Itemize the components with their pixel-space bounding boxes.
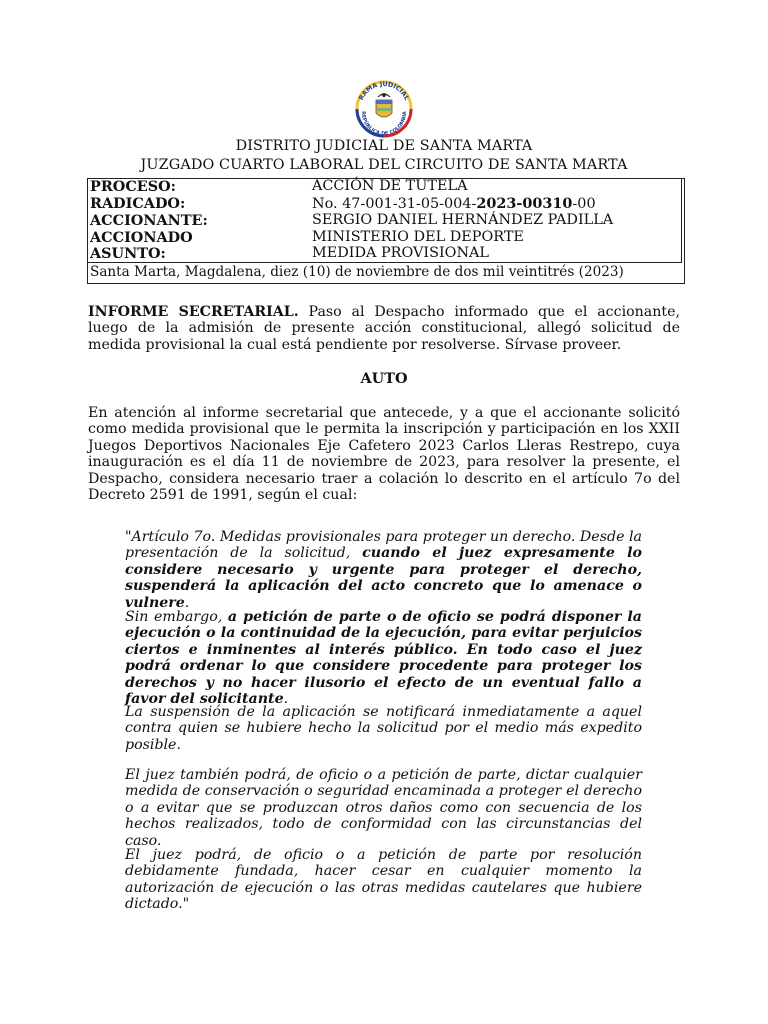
- radicado-suffix: -00: [572, 196, 596, 212]
- district-title: DISTRITO JUDICIAL DE SANTA MARTA: [235, 138, 533, 154]
- svg-text:REPÚBLICA DE COLOMBIA: REPÚBLICA DE COLOMBIA: [359, 111, 409, 138]
- quote-2-plain: Sin embargo,: [125, 609, 228, 625]
- case-key: ACCIONANTE:: [90, 212, 208, 229]
- case-key: PROCESO:: [90, 178, 176, 195]
- case-key: ASUNTO:: [90, 245, 166, 262]
- svg-text:RAMA JUDICIAL: RAMA JUDICIAL: [357, 80, 411, 102]
- quote-paragraph-5: El juez podrá, de oficio o a petición de parte por resolución debidamente fundada, hacer cesar en cualquier momento la autorización de ejecución o las otras medidas cautelares que hubiere dictado.": [125, 847, 642, 913]
- case-value: [312, 195, 596, 212]
- rama-judicial-seal-icon: [349, 80, 419, 138]
- court-title: JUZGADO CUARTO LABORAL DEL CIRCUITO DE SANTA MARTA: [140, 157, 628, 173]
- case-key: RADICADO:: [90, 195, 186, 212]
- case-value: SERGIO DANIEL HERNÁNDEZ PADILLA: [312, 212, 614, 228]
- quote-paragraph-1: [125, 529, 642, 611]
- quote-paragraph-3: La suspensión de la aplicación se notificará inmediatamente a aquel contra quien se hubiere hecho la solicitud por el medio más expedito posible.: [125, 704, 642, 753]
- radicado-number: 2023-00310: [476, 195, 573, 212]
- case-value: MEDIDA PROVISIONAL: [312, 245, 489, 261]
- quote-paragraph-2: [125, 609, 642, 707]
- quote-paragraph-4: El juez también podrá, de oficio o a petición de parte, dictar cualquier medida de conservación o seguridad encaminada a proteger el derecho o a evitar que se produzcan otros daños como con secuencia de los hechos realizados, todo de conformidad con las circunstancias del caso.: [125, 767, 642, 849]
- main-paragraph: En atención al informe secretarial que antecede, y a que el accionante solicitó como medida provisional que le permita la inscripción y participación en los XXII Juegos Deportivos Nacionales Eje Cafetero 2023 Carlos Lleras Restrepo, cuya inauguración es el día 11 de noviembre de 2023, para resolver la presente, el Despacho, considera necesario traer a colación lo descrito en el artículo 7o del Decreto 2591 de 1991, según el cual:: [88, 405, 680, 504]
- auto-heading: AUTO: [360, 370, 408, 387]
- quote-1-plain: "Artículo 7o. Medidas provisionales para proteger un derecho. Desde la presentación de la solicitud,: [125, 529, 642, 562]
- case-key: ACCIONADO: [90, 229, 193, 246]
- case-info-table: [87, 178, 685, 284]
- informe-lead: INFORME SECRETARIAL.: [88, 304, 299, 320]
- document-date: Santa Marta, Magdalena, diez (10) de noviembre de dos mil veintitrés (2023): [90, 264, 624, 280]
- quote-2-end: .: [283, 691, 289, 708]
- case-value: ACCIÓN DE TUTELA: [312, 178, 468, 194]
- case-value: MINISTERIO DEL DEPORTE: [312, 229, 524, 245]
- radicado-prefix: No. 47-001-31-05-004-: [312, 196, 477, 212]
- informe-secretarial-paragraph: [88, 304, 680, 353]
- quote-2-bold: a petición de parte o de oficio se podrá disponer la ejecución o la continuidad de la ejecución, para evitar perjuicios ciertos e inminentes al interés público. En todo caso el juez podrá ordenar lo que considere procedente para proteger los derechos y no hacer ilusorio el efecto de un eventual fallo a favor del solicitante: [125, 609, 642, 708]
- informe-text: Paso al Despacho informado que el accionante, luego de la admisión de presente acción constitucional, allegó solicitud de medida provisional la cual está pendiente por resolverse. Sírvase proveer.: [88, 304, 680, 353]
- quote-1-end: .: [184, 594, 190, 611]
- quote-1-bold: cuando el juez expresamente lo considere necesario y urgente para proteger el derecho, suspenderá la aplicación del acto concreto que lo amenace o vulnere: [125, 545, 642, 611]
